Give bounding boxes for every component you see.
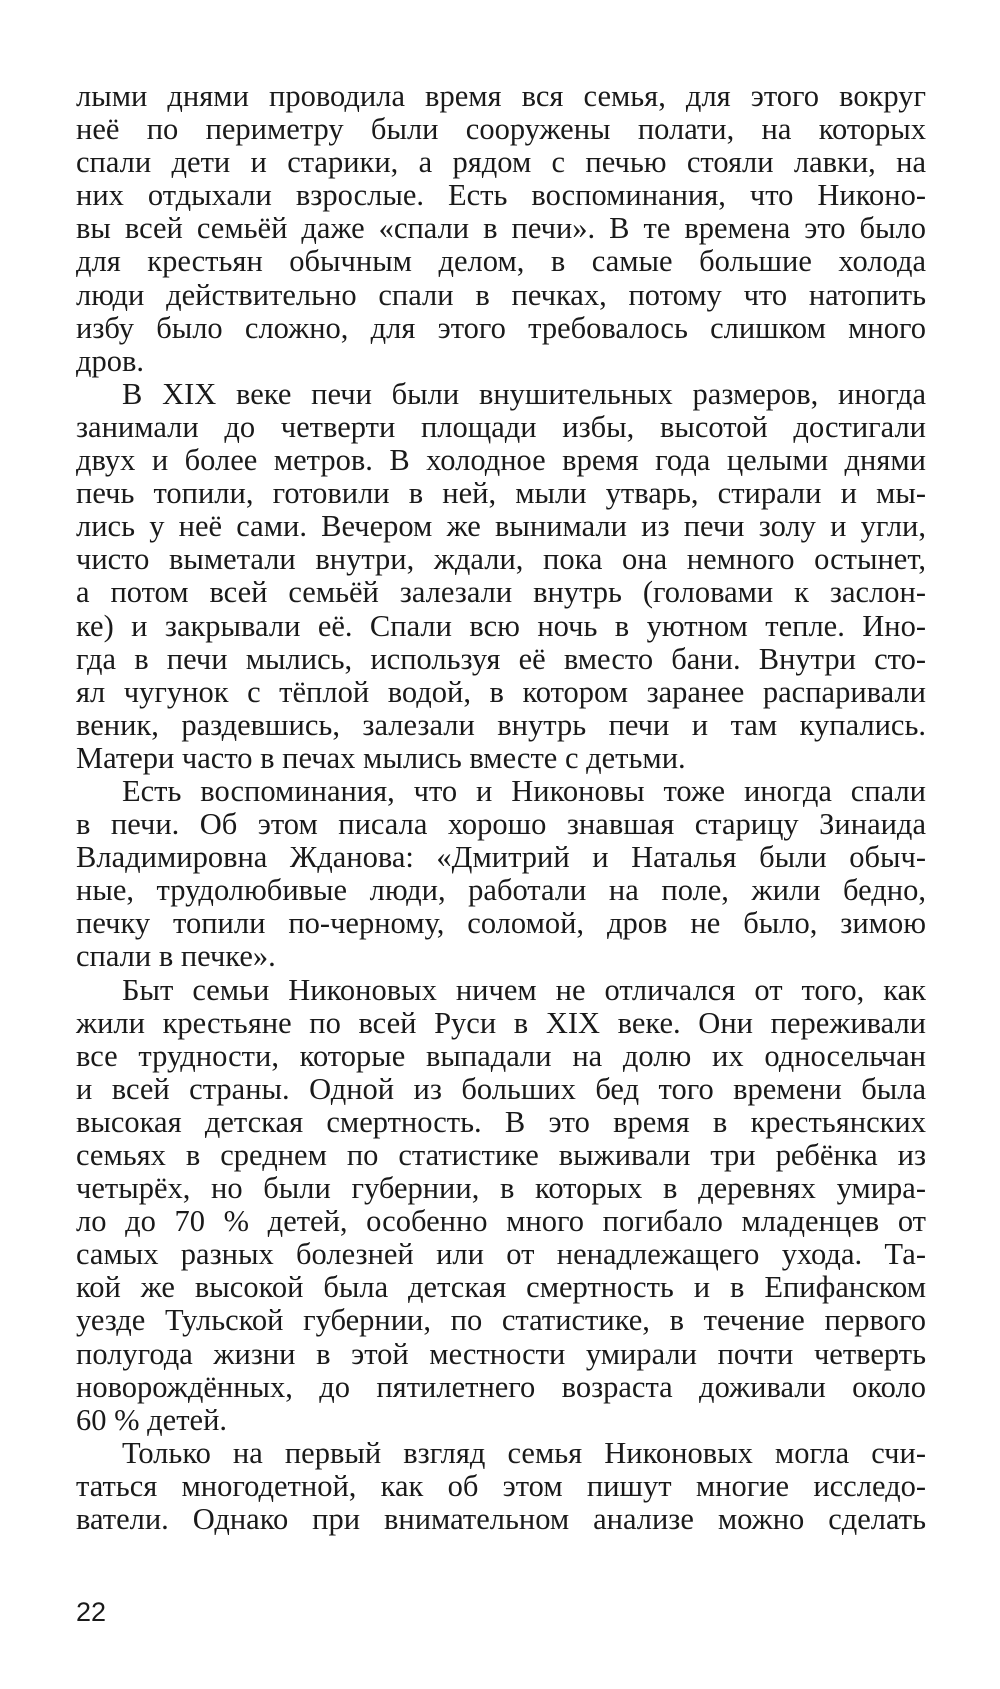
text-line: полугода жизни в этой местности умирали почти четверть: [76, 1336, 926, 1371]
text-line: уезде Тульской губернии, по статистике, в течение первого: [76, 1303, 926, 1338]
text-line: ло до 70 % детей, особенно много погибало младенцев от: [76, 1204, 926, 1239]
text-line: четырёх, но были губернии, в которых в деревнях умира-: [76, 1171, 926, 1206]
text-line: новорождённых, до пятилетнего возраста доживали около: [76, 1369, 926, 1404]
text-line: семьях в среднем по статистике выживали три ребёнка из: [76, 1138, 926, 1172]
text-line: таться многодетной, как об этом пишут многие исследо-: [76, 1468, 926, 1503]
text-line: люди действительно спали в печках, потому что натопить: [76, 277, 926, 312]
text-line: спали дети и старики, а рядом с печью стояли лавки, на: [76, 145, 926, 180]
text-line: для крестьян обычным делом, в самые большие холода: [76, 244, 926, 279]
text-line: самых разных болезней или от ненадлежащего ухода. Та-: [76, 1237, 926, 1272]
text-line: В XIX веке печи были внушительных размеров, иногда: [122, 376, 926, 411]
text-line: ватели. Однако при внимательном анализе можно сделать: [76, 1502, 926, 1537]
text-line: неё по периметру были сооружены полати, на которых: [76, 112, 926, 147]
paragraph-1: [76, 80, 926, 378]
text-line: все трудности, которые выпадали на долю их односельчан: [76, 1038, 926, 1073]
text-line: веник, раздевшись, залезали внутрь печи и там купались.: [76, 707, 926, 742]
text-line: спали в печке».: [76, 939, 276, 974]
text-line: занимали до четверти площади избы, высотой достигали: [76, 409, 926, 444]
text-line: ял чугунок с тёплой водой, в котором заранее распаривали: [76, 674, 926, 709]
text-line: печь топили, готовили в ней, мыли утварь, стирали и мы-: [76, 476, 926, 511]
text-line: в печи. Об этом писала хорошо знавшая старицу Зинаида: [76, 807, 926, 842]
text-line: а потом всей семьёй залезали внутрь (головами к заслон-: [76, 575, 926, 610]
text-line: лыми днями проводила время вся семья, для этого вокруг: [76, 79, 926, 113]
text-line: чисто выметали внутри, ждали, пока она немного остынет,: [76, 542, 926, 577]
text-line: вы всей семьёй даже «спали в печи». В те времена это было: [76, 211, 926, 246]
text-line: ке) и закрывали её. Спали всю ночь в уютном тепле. Ино-: [76, 608, 926, 643]
text-line: печку топили по-черному, соломой, дров не было, зимою: [76, 906, 926, 941]
text-line: высокая детская смертность. В это время в крестьянских: [76, 1104, 926, 1139]
text-line: жили крестьяне по всей Руси в XIX веке. Они переживали: [76, 1005, 926, 1040]
paragraph-2: [76, 378, 926, 775]
text-line: Есть воспоминания, что и Никоновы тоже иногда спали: [122, 773, 926, 808]
text-line: Владимировна Жданова: «Дмитрий и Наталья были обыч-: [76, 840, 926, 875]
text-line: двух и более метров. В холодное время года целыми днями: [76, 443, 926, 478]
text-line: 60 % детей.: [76, 1402, 228, 1437]
text-line: ные, трудолюбивые люди, работали на поле, жили бедно,: [76, 873, 926, 908]
page-number: 22: [76, 1597, 107, 1627]
text-line: гда в печи мылись, используя её вместо бани. Внутри сто-: [76, 641, 926, 676]
text-line: Матери часто в печах мылись вместе с детьми.: [76, 740, 686, 775]
text-line: лись у неё сами. Вечером же вынимали из печи золу и угли,: [76, 509, 926, 544]
paragraph-3: [76, 775, 926, 974]
text-line: и всей страны. Одной из больших бед того времени была: [76, 1071, 926, 1106]
paragraph-4: [76, 974, 926, 1437]
page-body: [76, 80, 926, 1536]
text-line: избу было сложно, для этого требовалось слишком много: [76, 310, 926, 345]
text-line: них отдыхали взрослые. Есть воспоминания, что Никоно-: [76, 178, 926, 213]
text-line: кой же высокой была детская смертность и в Епифанском: [76, 1270, 926, 1305]
text-line: Быт семьи Никоновых ничем не отличался от того, как: [122, 972, 926, 1007]
text-line: дров.: [76, 343, 145, 378]
text-line: Только на первый взгляд семья Никоновых могла счи-: [122, 1435, 926, 1470]
paragraph-5: [76, 1437, 926, 1536]
